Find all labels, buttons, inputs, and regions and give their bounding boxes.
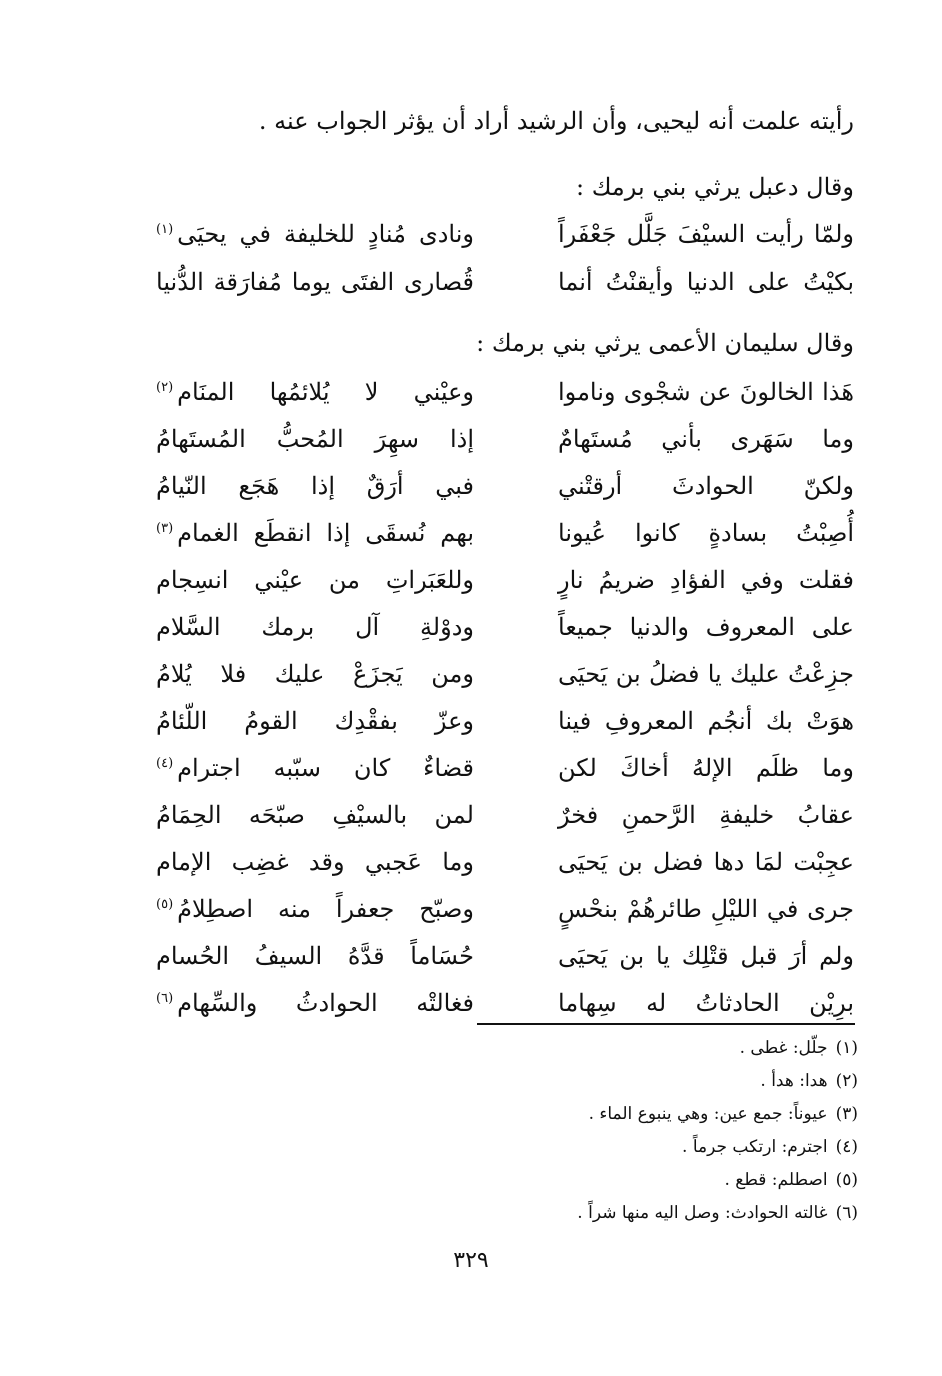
verse-second-hemistich: [156, 214, 474, 259]
verse-line: [134, 372, 854, 419]
hemistich-text: ومن يَجزَعْ عليك فلا يُلامُ: [156, 660, 474, 688]
verse-line: [134, 607, 854, 654]
hemistich-text: حُسَاماً قدَّهُ السيفُ الحُسام: [156, 942, 474, 970]
verse-line: [134, 701, 854, 748]
verse-first-hemistich: هوَتْ بك أنجُم المعروفِ فينا: [558, 707, 854, 735]
verse-line: [134, 889, 854, 936]
footnote-number: (٣): [835, 1104, 858, 1124]
hemistich-text: قضاءٌ كان سبّبه اجترام: [177, 754, 474, 782]
verse-line: [134, 419, 854, 466]
page-number: ٣٢٩: [453, 1248, 489, 1273]
footnote-text: غالته الحوادث: وصل اليه منها شراً .: [577, 1203, 828, 1223]
footnote-reference: (٦): [156, 991, 174, 1006]
verse-line: [134, 466, 854, 513]
verse-first-hemistich: فقلت وفي الفؤادِ ضريمُ نارٍ: [558, 566, 854, 594]
verse-line: [134, 795, 854, 842]
verse-first-hemistich: برِيْن الحادثاتُ له سِهاما: [558, 989, 854, 1017]
hemistich-text: وصبّح جعفراً منه اصطِلامُ: [177, 895, 474, 923]
footnote-reference: (١): [156, 222, 174, 237]
footnote-text: اصطلم: قطع .: [724, 1170, 828, 1190]
footnote: [438, 1033, 858, 1066]
hemistich-text: قُصارى الفتَى يوما مُفارَقة الدُّنيا: [156, 268, 474, 296]
footnote-number: (٤): [835, 1137, 858, 1157]
footnote-reference: (٥): [156, 897, 174, 912]
poem-1-verses: [134, 214, 854, 310]
hemistich-text: وعيْني لا يُلائمُها المنَام: [177, 378, 474, 406]
verse-first-hemistich: أُصِبْتُ بسادةٍ كانوا عُيونا: [558, 519, 854, 547]
footnote-text: هدا: هدأ .: [760, 1071, 828, 1091]
verse-first-hemistich: هَذا الخالونَ عن شجْوى وناموا: [558, 378, 854, 406]
footnote-reference: (٣): [156, 521, 174, 536]
footnotes: [438, 1033, 858, 1231]
verse-second-hemistich: [156, 842, 474, 882]
verse-second-hemistich: [156, 419, 474, 459]
hemistich-text: فغالتْه الحوادثُ والسِّهام: [177, 989, 474, 1017]
footnote: [438, 1132, 858, 1165]
hemistich-text: إذا سهِرَ المُحبُّ المُستَهامُ: [156, 425, 474, 453]
hemistich-text: ونادى مُنادٍ للخليفة في يحيَى: [177, 220, 474, 248]
verse-second-hemistich: [156, 748, 474, 793]
footnote: [438, 1165, 858, 1198]
verse-second-hemistich: [156, 701, 474, 741]
hemistich-text: لمن بالسيْفِ صبّحَه الحِمَامُ: [156, 801, 474, 829]
verse-first-hemistich: وما ظلَم الإلهُ أخاكَ لكن: [558, 754, 854, 782]
verse-line: [134, 654, 854, 701]
verse-line: [134, 560, 854, 607]
verse-second-hemistich: [156, 795, 474, 835]
poem-1-heading: وقال دعبل يرثي بني برمك :: [575, 173, 854, 201]
verse-second-hemistich: [156, 983, 474, 1028]
verse-first-hemistich: ولم أرَ قبل قتْلِك يا بن يَحيَى: [558, 942, 854, 970]
verse-first-hemistich: ولكنّ الحوادثَ أرقتْني: [558, 472, 854, 500]
verse-second-hemistich: [156, 262, 474, 302]
hemistich-text: وللعَبَراتِ من عيْني انسِجام: [156, 566, 474, 594]
verse-second-hemistich: [156, 936, 474, 976]
footnote-divider: [477, 1023, 855, 1025]
footnote-text: عيوناً: جمع عين: وهي ينبوع الماء .: [588, 1104, 828, 1124]
verse-first-hemistich: جرى في الليْلِ طائرهُمْ بنحْسٍ: [558, 895, 854, 923]
hemistich-text: ودوْلةِ آل برمك السَّلام: [156, 613, 474, 641]
verse-line: [134, 513, 854, 560]
verse-line: [134, 262, 854, 310]
footnote: [438, 1099, 858, 1132]
verse-line: [134, 842, 854, 889]
verse-second-hemistich: [156, 560, 474, 600]
verse-first-hemistich: عجِبْت لمَا دها فضل بن يَحيَى: [558, 848, 854, 876]
verse-first-hemistich: عقابُ خليفةِ الرَّحمنِ فخرٌ: [558, 801, 854, 829]
verse-second-hemistich: [156, 466, 474, 506]
footnote-text: جلّل: غطى .: [739, 1038, 828, 1058]
footnote-reference: (٢): [156, 380, 174, 395]
footnote-text: اجترم: ارتكب جرماً .: [682, 1137, 828, 1157]
verse-first-hemistich: على المعروف والدنيا جميعاً: [558, 613, 854, 641]
footnote: [438, 1066, 858, 1099]
verse-second-hemistich: [156, 607, 474, 647]
verse-second-hemistich: [156, 654, 474, 694]
footnote-number: (٦): [835, 1203, 858, 1223]
poem-2-heading: وقال سليمان الأعمى يرثي بني برمك :: [476, 329, 854, 357]
footnote-number: (٢): [835, 1071, 858, 1091]
verse-first-hemistich: جزِعْتُ عليك يا فضلُ بن يَحيَى: [558, 660, 854, 688]
intro-line: رأيته علمت أنه ليحيى، وأن الرشيد أراد أن يؤثر الجواب عنه .: [258, 107, 854, 135]
verse-second-hemistich: [156, 372, 474, 417]
footnote-reference: (٤): [156, 756, 174, 771]
verse-first-hemistich: وما سَهَرى بأني مُستَهامٌ: [558, 425, 854, 453]
verse-line: [134, 748, 854, 795]
hemistich-text: فبي أرَقٌ إذا هَجَع النّيامُ: [156, 472, 474, 500]
footnote-number: (٥): [835, 1170, 858, 1190]
hemistich-text: وما عَجبي وقد غضِب الإمام: [156, 848, 474, 876]
verse-line: [134, 214, 854, 262]
footnote-number: (١): [835, 1038, 858, 1058]
hemistich-text: بهم نُسقَى إذا انقطَع الغمام: [177, 519, 474, 547]
verse-second-hemistich: [156, 513, 474, 558]
poem-2-verses: [134, 372, 854, 1030]
verse-first-hemistich: ولمّا رأيت السيْفَ جَلَّل جَعْفَراً: [558, 220, 854, 248]
verse-line: [134, 936, 854, 983]
footnote: [438, 1198, 858, 1231]
verse-first-hemistich: بكيْتُ على الدنيا وأيقنْتُ أنما: [558, 268, 854, 296]
hemistich-text: وعزّ بفقْدِك القومُ اللّئامُ: [156, 707, 474, 735]
verse-second-hemistich: [156, 889, 474, 934]
